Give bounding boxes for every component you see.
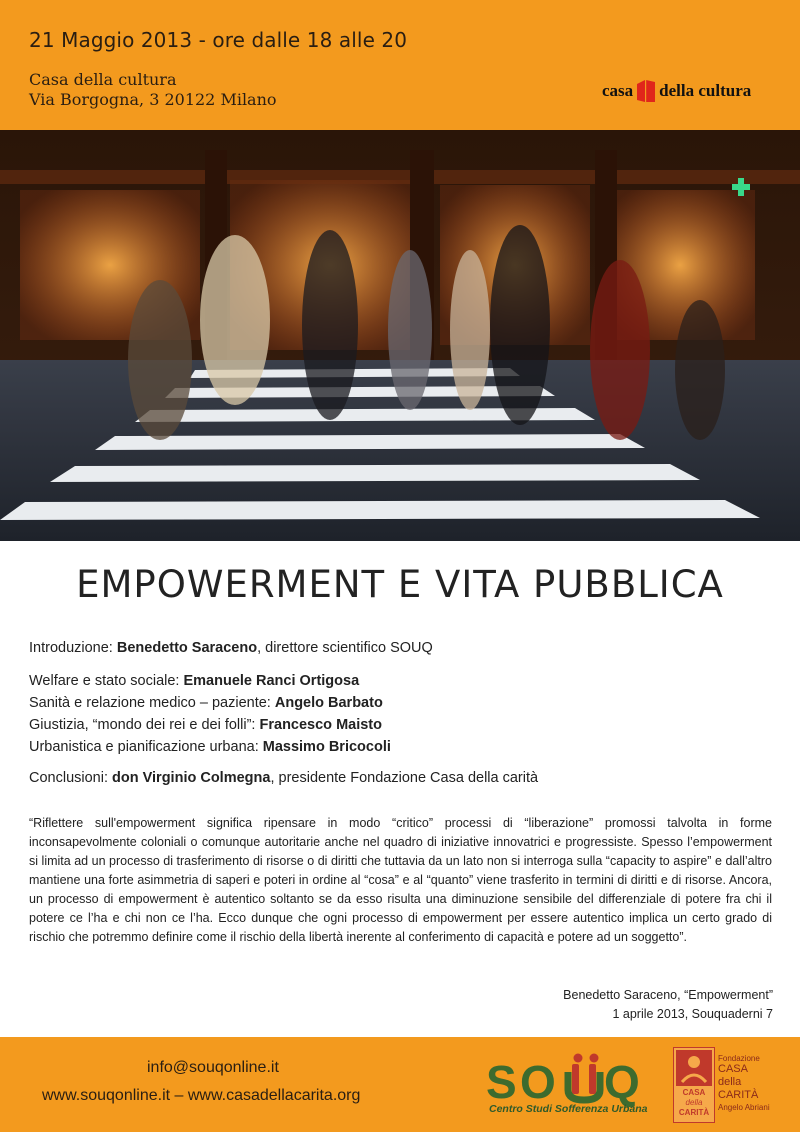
casa-della-cultura-logo bbox=[602, 78, 751, 104]
souq-tagline: Centro Studi Sofferenza Urbana bbox=[489, 1103, 648, 1115]
talk-speaker: Emanuele Ranci Ortigosa bbox=[183, 673, 360, 689]
talk-speaker: Angelo Barbato bbox=[274, 695, 383, 711]
conclusion-label: Conclusioni: bbox=[29, 770, 113, 786]
street-crossing-photo bbox=[0, 130, 800, 541]
cdc-line1: Fondazione bbox=[718, 1054, 760, 1063]
contact-websites[interactable]: www.souqonline.it – www.casadellacarita.org bbox=[42, 1087, 361, 1104]
program-conclusion bbox=[29, 770, 538, 786]
talk-label: Urbanistica e pianificazione urbana: bbox=[29, 739, 263, 755]
talk-speaker: Francesco Maisto bbox=[259, 717, 382, 733]
people-icon bbox=[568, 1054, 600, 1101]
cdc-box-top: CASA bbox=[682, 1088, 706, 1097]
book-icon bbox=[635, 78, 657, 104]
intro-label: Introduzione: bbox=[29, 640, 117, 656]
talk-label: Sanità e relazione medico – paziente: bbox=[29, 695, 275, 711]
quote-paragraph: “Riflettere sull'empowerment significa ripensare in modo “critico” processi di “liberazione” promossi talvolta in forme inconsapevolmente coloniali o comunque autoritarie anche nel quadro di iniziative innovatrici e progressiste. Spesso l’empowerment si limita ad un processo di trasferimento di risorse o di diritti che tuttavia da un lato non si interroga sulla “capacity to aspire” e dall’altro mantiene una forte asimmetria di saperi e poteri in ordine al “cosa” e al “quanto” viene trasferito in termini di diritti e di risorse. Ancora, un processo di empowerment è autentico soltanto se da esso risulta una diminuzione sensibile del differenziale di potere fra chi il potere ce l’ha e chi non ce l’ha. Ecco dunque che ogni processo di empowerment per essere autentico implica un certo grado di rischio che potremmo definire come il rischio della libertà inerente al conferimento di capacità e potere ad un soggetto”. bbox=[29, 816, 772, 944]
program-talk bbox=[29, 695, 383, 711]
intro-speaker: Benedetto Saraceno bbox=[116, 640, 258, 656]
talk-label: Welfare e stato sociale: bbox=[29, 673, 184, 689]
venue-name: Casa della cultura bbox=[29, 70, 177, 89]
logo-text-left: casa bbox=[602, 81, 634, 100]
cdc-box-mid: della bbox=[685, 1098, 703, 1107]
cdc-line5: Angelo Abriani bbox=[718, 1103, 770, 1112]
contact-email[interactable]: info@souqonline.it bbox=[147, 1059, 279, 1076]
svg-text:Q: Q bbox=[604, 1056, 640, 1108]
venue-address: Via Borgogna, 3 20122 Milano bbox=[29, 90, 277, 109]
program-talk bbox=[29, 717, 382, 733]
cdc-box-bottom: CARITÀ bbox=[678, 1108, 710, 1117]
citation-author: Benedetto Saraceno, “Empowerment” bbox=[563, 988, 773, 1002]
program-intro bbox=[29, 640, 433, 656]
cdc-line3: della bbox=[718, 1076, 742, 1088]
program-talk bbox=[29, 673, 359, 689]
event-title: EMPOWERMENT E VITA PUBBLICA bbox=[76, 563, 724, 606]
casa-della-carita-logo bbox=[673, 1047, 715, 1123]
logo-text-right: della cultura bbox=[659, 81, 752, 100]
citation-source: 1 aprile 2013, Souquaderni 7 bbox=[612, 1007, 773, 1021]
svg-text:S: S bbox=[486, 1056, 518, 1108]
conclusion-speaker: don Virginio Colmegna bbox=[112, 770, 271, 786]
talk-speaker: Massimo Bricocoli bbox=[262, 739, 391, 755]
talk-label: Giustizia, “mondo dei rei e dei folli”: bbox=[29, 717, 260, 733]
conclusion-role: , presidente Fondazione Casa della carità bbox=[270, 770, 539, 786]
cdc-line4: CARITÀ bbox=[718, 1089, 759, 1101]
program-talk bbox=[29, 739, 391, 755]
intro-role: , direttore scientifico SOUQ bbox=[257, 640, 433, 656]
svg-text:O: O bbox=[520, 1056, 556, 1108]
header-banner bbox=[0, 0, 800, 130]
event-date: 21 Maggio 2013 - ore dalle 18 alle 20 bbox=[29, 28, 408, 52]
cdc-line2: CASA bbox=[718, 1063, 748, 1075]
